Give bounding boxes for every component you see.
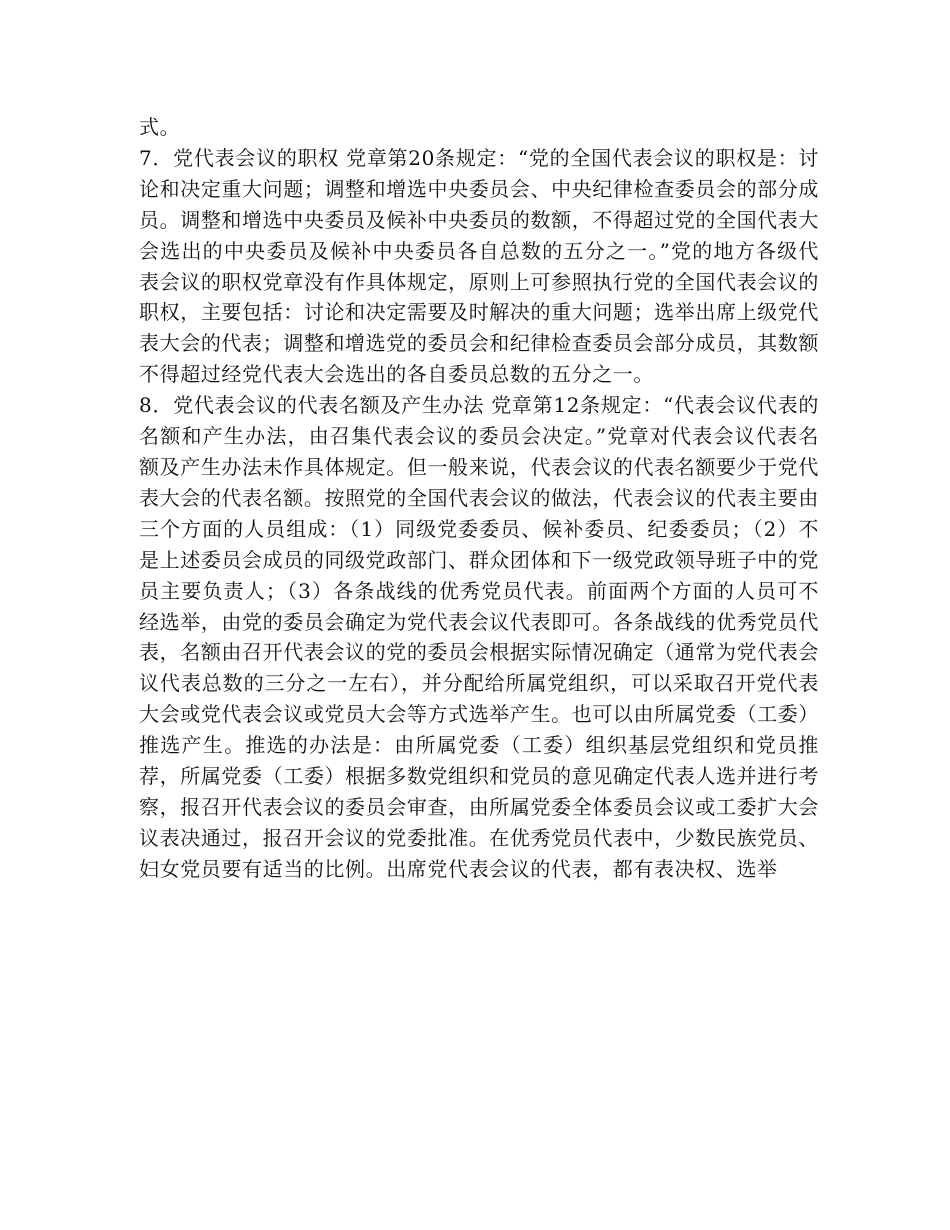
document-body <box>139 112 819 885</box>
paragraph-section-7: 7．党代表会议的职权 党章第20条规定：“党的全国代表会议的职权是：讨论和决定重大问题；调整和增选中央委员会、中央纪律检查委员会的部分成员。调整和增选中央委员及候补中央委员的数额，不得超过党的全国代表大会选出的中央委员及候补中央委员各自总数的五分之一。”党的地方各级代表会议的职权党章没有作具体规定，原则上可参照执行党的全国代表会议的职权，主要包括：讨论和决定需要及时解决的重大问题；选举出席上级党代表大会的代表；调整和增选党的委员会和纪律检查委员会部分成员，其数额不得超过经党代表大会选出的各自委员总数的五分之一。 <box>139 145 819 387</box>
paragraph-section-8: 8．党代表会议的代表名额及产生办法 党章第12条规定：“代表会议代表的名额和产生办法，由召集代表会议的委员会决定。”党章对代表会议代表名额及产生办法未作具体规定。但一般来说，代表会议的代表名额要少于党代表大会的代表名额。按照党的全国代表会议的做法，代表会议的代表主要由三个方面的人员组成：（1）同级党委委员、候补委员、纪委委员；（2）不是上述委员会成员的同级党政部门、群众团体和下一级党政领导班子中的党员主要负责人；（3）各条战线的优秀党员代表。前面两个方面的人员可不经选举，由党的委员会确定为党代表会议代表即可。各条战线的优秀党员代表，名额由召开代表会议的党的委员会根据实际情况确定（通常为党代表会议代表总数的三分之一左右），并分配给所属党组织，可以采取召开党代表大会或党代表会议或党员大会等方式选举产生。也可以由所属党委（工委）推选产生。推选的办法是：由所属党委（工委）组织基层党组织和党员推荐，所属党委（工委）根据多数党组织和党员的意见确定代表人选并进行考察，报召开代表会议的委员会审查，由所属党委全体委员会议或工委扩大会议表决通过，报召开会议的党委批准。在优秀党员代表中，少数民族党员、妇女党员要有适当的比例。出席党代表会议的代表，都有表决权、选举 <box>139 393 819 881</box>
paragraph-continuation: 式。 <box>139 115 181 139</box>
